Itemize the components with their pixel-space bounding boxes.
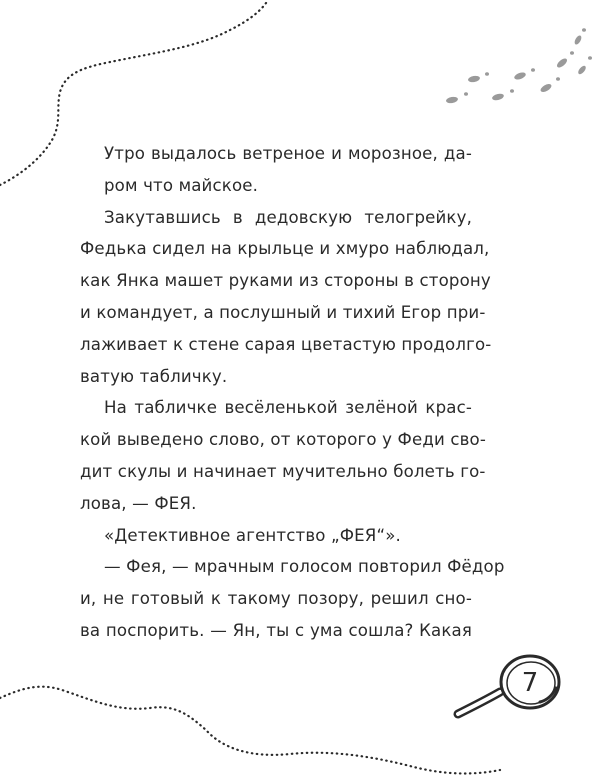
text-line: Утро выдалось ветреное и морозное, да- (104, 144, 472, 163)
footprints-icon (446, 28, 592, 104)
text-line: — Фея, — мрачным голосом повторил Фёдор (104, 557, 505, 577)
body-text (80, 138, 505, 647)
bottom-dotted-curve (0, 687, 500, 774)
text-line: как Янка машет руками из стороны в сторону (80, 271, 491, 291)
paragraph-2 (80, 202, 492, 393)
text-line: ром что майское. (104, 175, 259, 195)
text-line: Федька сидел на крыльце и хмуро наблюдал, (80, 239, 490, 259)
text-line: дит скулы и начинает мучительно болеть го- (80, 461, 486, 481)
text-line: лаживает к стене сарая цветастую продолго- (80, 334, 492, 354)
text-line: и командует, а послушный и тихий Егор при- (80, 302, 486, 322)
text-line: «Детективное агентство „ФЕЯ“». (104, 525, 401, 545)
paragraph-1 (80, 138, 472, 202)
paragraph-5 (80, 551, 505, 646)
paragraph-4 (80, 520, 472, 552)
page-number: 7 (521, 668, 539, 698)
text-line: ватую табличку. (80, 366, 228, 386)
text-line: Закутавшись в дедовскую телогрейку, (104, 207, 472, 227)
paragraph-3 (80, 392, 486, 519)
text-line: и, не готовый к такому позору, решил сно- (80, 589, 472, 609)
text-line: ва поспорить. — Ян, ты с ума сошла? Какая (80, 620, 472, 640)
text-line: На табличке весёленькой зелёной крас- (104, 398, 472, 418)
text-line: кой выведено слово, от которого у Феди сво- (80, 430, 486, 450)
magnifying-glass-icon (458, 656, 559, 714)
text-line: лова, — ФЕЯ. (80, 493, 197, 513)
